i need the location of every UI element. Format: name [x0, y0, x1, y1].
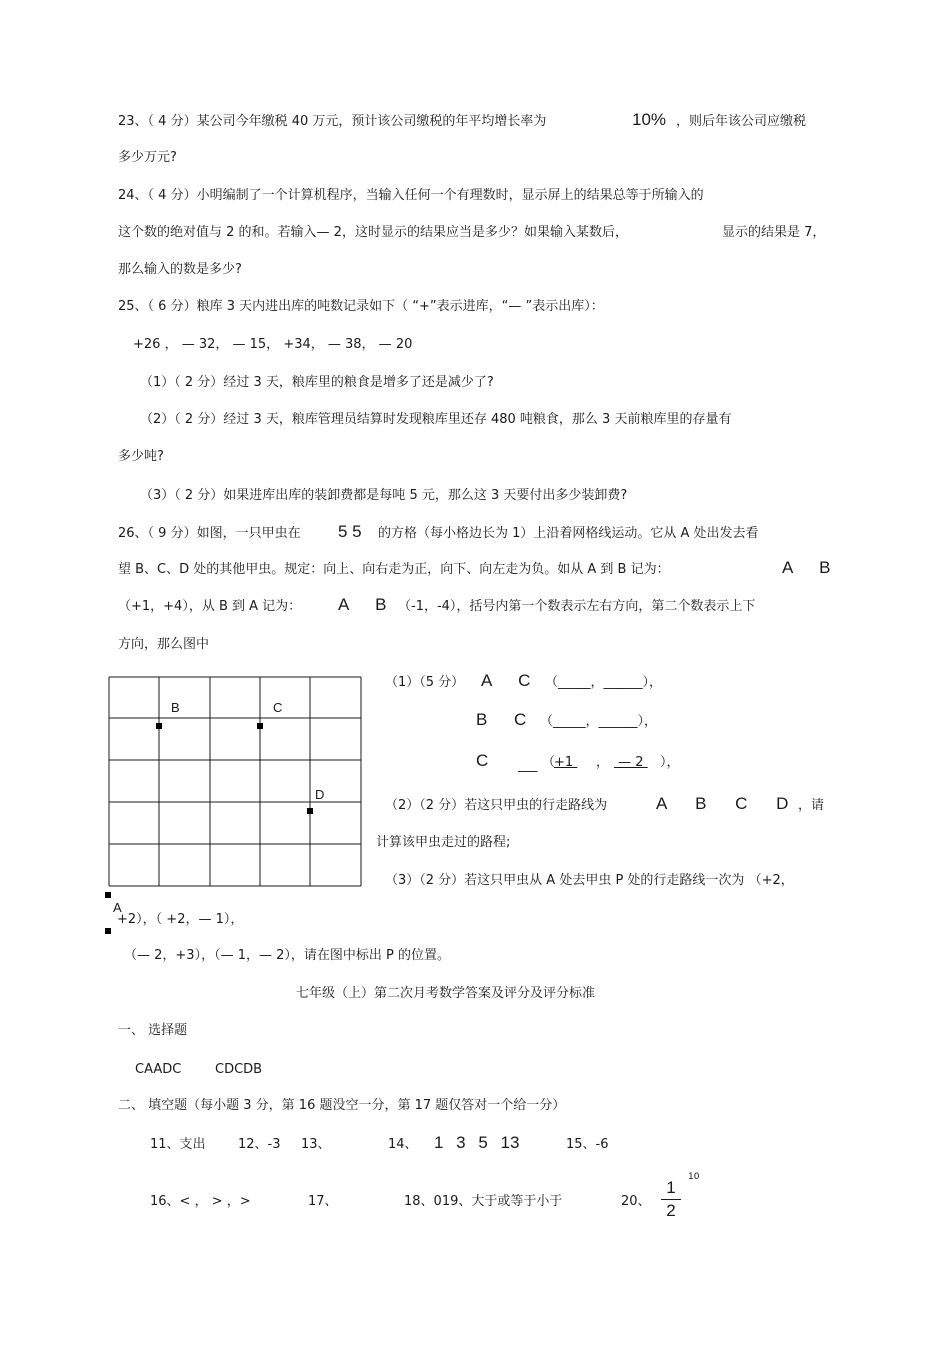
- q26-s1-r1-points: A C: [481, 671, 531, 690]
- answer-20-exponent: 10: [688, 1172, 700, 1182]
- answers-choice2: CDCDB: [215, 1062, 263, 1077]
- label-a: A: [113, 900, 122, 915]
- answer-14-value: 1 3 5 13: [434, 1133, 520, 1152]
- grid-lines: [109, 677, 361, 886]
- q25-line1: 25、（ 6 分）粮库 3 天内进出库的吨数记录如下（ “+”表示进库，“— ”表示出库）：: [118, 299, 604, 314]
- q24-line2-a: 这个数的绝对值与 2 的和。若输入— 2，这时显示的结果应当是多少？如果输入某数后，: [118, 225, 628, 240]
- label-b: B: [171, 700, 180, 715]
- answer-20: 20、: [621, 1194, 651, 1209]
- point-extra-marker: [105, 928, 111, 934]
- q26-line4: 方向，那么图中: [118, 637, 210, 652]
- point-a-marker: [105, 892, 111, 898]
- answer-20-fraction: [661, 1178, 681, 1221]
- q25-records: +26 ， — 32， — 15， +34， — 38， — 20: [133, 337, 413, 352]
- q26-s3-a: （3）（2 分）若这只甲虫从 A 处去甲虫 P 处的行走路线一次为 （+2，: [385, 873, 794, 888]
- q26-grid-size: 5 5: [338, 522, 362, 541]
- q26-s1-r3-open: （: [542, 755, 556, 770]
- label-c: C: [273, 700, 283, 715]
- answers-title: 七年级（上）第二次月考数学答案及评分及评分标准: [296, 986, 596, 1001]
- q26-line2-a: 望 B、C、D 处的其他甲虫。规定：向上、向右走为正，向下、向左走为负。如从 A 到 B 记为：: [118, 562, 670, 577]
- answers-section2: 二、 填空题（每小题 3 分，第 16 题没空一分，第 17 题仅答对一个给一分）: [118, 1098, 566, 1113]
- q24-line3: 那么输入的数是多少?: [118, 262, 242, 277]
- q26-s1-r3-blank: ___: [518, 758, 538, 773]
- q26-s3-c: （— 2，+3），（— 1，— 2），请在图中标出 P 的位置。: [124, 948, 450, 963]
- q24-line2-b: 显示的结果是 7，: [722, 225, 826, 240]
- q26-s1-label: （1）（5 分）: [385, 675, 465, 690]
- grid-figure: [100, 670, 370, 940]
- point-b-marker: [156, 723, 162, 729]
- point-c-marker: [257, 723, 263, 729]
- q26-line1-a: 26、（ 9 分）如图，一只甲虫在: [118, 526, 301, 541]
- answer-17: 17、: [308, 1194, 338, 1209]
- answer-12: 12、-3: [238, 1137, 281, 1152]
- q23-rate: 10%: [632, 110, 667, 129]
- answer-15: 15、-6: [566, 1137, 609, 1152]
- q23-line2: 多少万元?: [118, 150, 177, 165]
- q25-part2-b: 多少吨?: [118, 449, 164, 464]
- answers-choice1: CAADC: [135, 1062, 182, 1077]
- q26-s2-a: （2）（2 分）若这只甲虫的行走路线为: [385, 798, 608, 813]
- q26-s1-r2-points: B C: [476, 710, 527, 729]
- answer-13: 13、: [301, 1137, 331, 1152]
- q26-s1-r1-blanks: （_____，______），: [545, 675, 663, 690]
- q26-s2-c: 计算该甲虫走过的路程;: [376, 835, 511, 850]
- q26-s1-r3-value2: — 2: [614, 755, 648, 770]
- q26-s3-b: +2），（ +2，— 1），: [117, 912, 244, 927]
- q26-s2-path: A B C D: [656, 794, 789, 813]
- answer-11: 11、支出: [150, 1137, 206, 1152]
- q26-line1-b: 的方格（每小格边长为 1）上沿着网格线运动。它从 A 处出发去看: [378, 526, 759, 541]
- q23-line1-b: ，则后年该公司应缴税: [676, 114, 807, 129]
- fraction-denominator: 2: [666, 1201, 676, 1220]
- answer-18-19: 18、019、大于或等于小于: [404, 1194, 563, 1209]
- q25-part2-a: （2）（ 2 分）经过 3 天，粮库管理员结算时发现粮库里还存 480 吨粮食，那么 3 天前粮库里的存量有: [140, 412, 732, 427]
- answer-14: 14、: [388, 1137, 418, 1152]
- q26-s2-b: ，请: [798, 798, 825, 813]
- q26-s1-r2-blanks: （_____，______），: [540, 714, 658, 729]
- q26-s1-r3-point: C: [476, 751, 489, 770]
- answer-16: 16、< ， > ，>: [150, 1194, 251, 1209]
- fraction-bar: [661, 1199, 681, 1200]
- q24-line1: 24、（ 4 分）小明编制了一个计算机程序，当输入任何一个有理数时，显示屏上的结果总等于所输入的: [118, 188, 704, 203]
- q26-s1-r3-comma: ，: [596, 755, 610, 770]
- q26-line3-b: （-1，-4），括号内第一个数表示左右方向，第二个数表示上下: [398, 599, 756, 614]
- q23-line1-a: 23、（ 4 分）某公司今年缴税 40 万元，预计该公司缴税的年平均增长率为: [118, 114, 547, 129]
- q26-line2-arrow: A B: [782, 558, 831, 577]
- label-d: D: [315, 787, 325, 802]
- q26-s1-r3-value1: +1: [554, 755, 578, 770]
- q26-line3-a: （+1，+4），从 B 到 A 记为：: [118, 599, 302, 614]
- q25-part3: （3）（ 2 分）如果进库出库的装卸费都是每吨 5 元，那么这 3 天要付出多少装卸费?: [140, 488, 628, 503]
- q26-s1-r3-close: ），: [660, 755, 680, 770]
- fraction-numerator: 1: [666, 1178, 676, 1197]
- point-d-marker: [307, 808, 313, 814]
- q25-part1: （1）（ 2 分）经过 3 天，粮库里的粮食是增多了还是减少了?: [140, 375, 494, 390]
- q26-line3-arrow: A B: [338, 595, 387, 614]
- answers-section1: 一、 选择题: [118, 1023, 188, 1038]
